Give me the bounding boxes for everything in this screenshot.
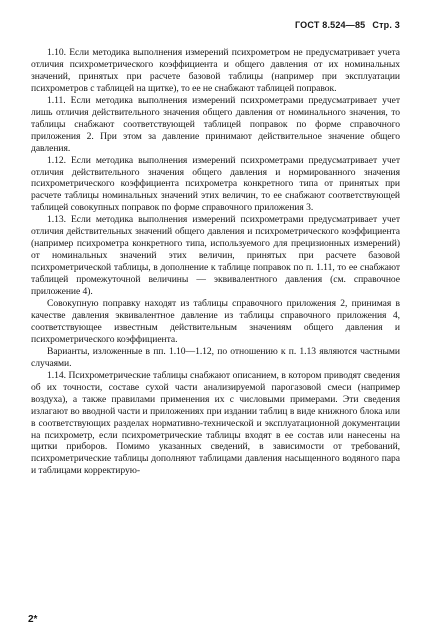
paragraph-1-13: 1.13. Если методика выполнения измерений психрометрами предусматривает учет отличия действительных значений общего давления и психрометрического коэффициента (например психрометра конкретного типа, используемого для прецизионных измерений) от номинальных значений этих величин, принятых при расчете базовой психрометрической таблицы, в дополнение к таблице поправок по п. 1.11, то ее снабжают таблицей промежуточной величины — эквивалентного давления (см. справочное приложение 4).: [31, 214, 400, 298]
paragraph-1-11: 1.11. Если методика выполнения измерений психрометрами предусматривает учет лишь отличия действительного значения общего давления от номинального значения, то таблицы снабжают соответствующей таблицей поправок по форме справочного приложения 2. При этом за давление принимают действительное значение общего давления.: [31, 94, 400, 154]
sheet-signature-mark: 2*: [28, 614, 38, 625]
page-header: [31, 20, 400, 30]
paragraph-1-12: 1.12. Если методика выполнения измерений психрометрами предусматривает учет отличия действительного значения общего давления и нормированного значения психрометрического коэффициента психрометра конкретного типа от принятых при расчете таблицы номинальных значений этих величин, то ее снабжают соответствующей таблицей совокупных поправок по форме справочного приложения 3.: [31, 154, 400, 214]
paragraph-1-14: 1.14. Психрометрические таблицы снабжают описанием, в котором приводят сведения об их точности, составе сухой части анализируемой парогазовой смеси (например воздуха), а также правилами применения их с числовыми примерами. Эти сведения излагают во вводной части и приложениях при издании таблиц в виде книжного блока или в соответствующих разделах нормативно-технической и эксплуатационной документации на психрометр, если психрометрические таблицы входят в ее состав или нанесены на щитки приборов. Помимо указанных сведений, в зависимости от требований, психрометрические таблицы дополняют таблицами давления насыщенного водяного пара и таблицами корректирую-: [31, 369, 400, 477]
paragraph-1-10: 1.10. Если методика выполнения измерений психрометром не предусматривает учета отличия психрометрического коэффициента и общего давления от их номинальных значений, принятых при расчете базовой таблицы (например при эксплуатации психрометров с таблицей на щитке), то ее не снабжают таблицей поправок.: [31, 47, 400, 94]
paragraph-total-correction: Совокупную поправку находят из таблицы справочного приложения 2, принимая в качестве давления эквивалентное давление из таблицы справочного приложения 4, соответствующее известным действительным значениям общего давления и психрометрического коэффициента.: [31, 298, 400, 345]
page-number: Стр. 3: [372, 20, 400, 30]
paragraph-variants: Варианты, изложенные в пп. 1.10—1.12, по отношению к п. 1.13 являются частными случаями.: [31, 345, 400, 369]
body-text: [31, 47, 400, 477]
standard-number: ГОСТ 8.524—85: [294, 20, 366, 30]
